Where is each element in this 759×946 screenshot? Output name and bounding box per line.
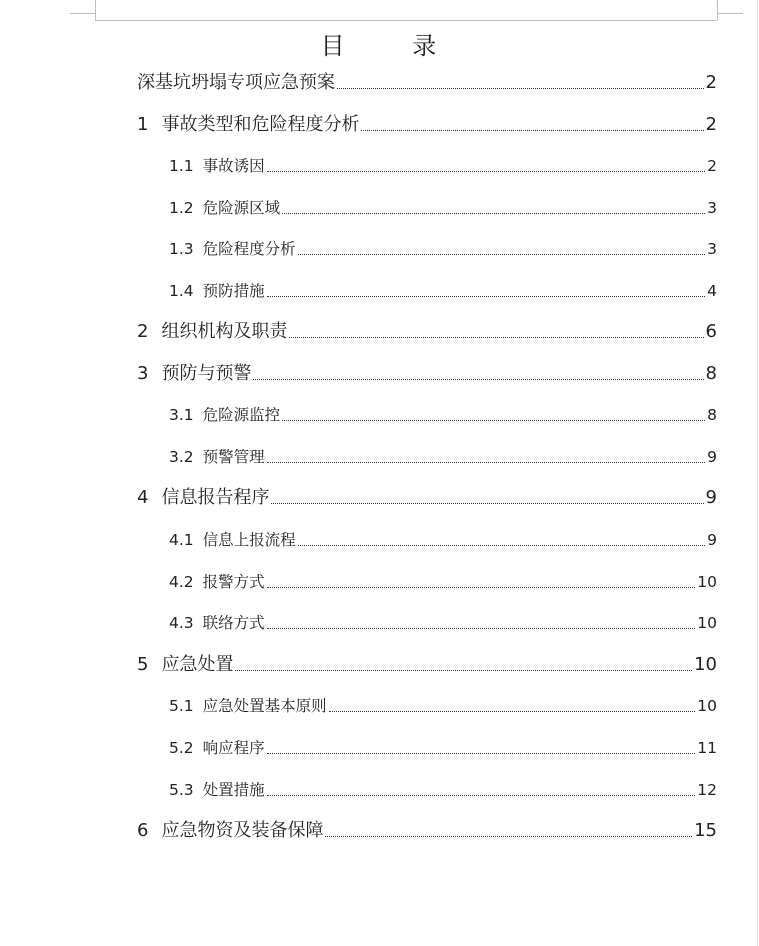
toc-entry[interactable] xyxy=(169,695,717,717)
toc-entry-number: 5.3 xyxy=(169,781,194,799)
toc-dot-leader xyxy=(267,587,696,588)
toc-entry-number: 1.4 xyxy=(169,282,194,300)
toc-page-number: 8 xyxy=(705,363,717,384)
toc-entry-title: 组织机构及职责 xyxy=(161,321,288,342)
toc-entry-title: 事故类型和危险程度分析 xyxy=(161,114,360,135)
toc-dot-leader xyxy=(267,753,696,754)
toc-entry-title: 预防措施 xyxy=(202,282,265,300)
toc-entry[interactable] xyxy=(137,820,717,842)
toc-page-number: 2 xyxy=(705,72,717,93)
toc-entry-number: 3 xyxy=(137,363,149,384)
toc-dot-leader xyxy=(271,503,703,504)
toc-entry-title: 危险源监控 xyxy=(202,406,281,424)
toc-dot-leader xyxy=(253,379,703,380)
toc-entry-number: 1.2 xyxy=(169,199,194,217)
toc-entry-title: 响应程序 xyxy=(202,739,265,757)
toc-page-number: 10 xyxy=(697,573,717,591)
toc-page-number: 2 xyxy=(707,157,717,175)
toc-page-number: 10 xyxy=(697,614,717,632)
toc-entry-title: 深基坑坍塌专项应急预案 xyxy=(137,72,335,93)
toc-dot-leader xyxy=(337,88,704,89)
toc-dot-leader xyxy=(325,836,692,837)
toc-dot-leader xyxy=(298,545,705,546)
toc-page-number: 10 xyxy=(697,697,717,715)
toc-dot-leader xyxy=(282,213,705,214)
toc-page-number: 15 xyxy=(694,820,717,841)
toc-page-number: 2 xyxy=(705,114,717,135)
toc-entry-number: 5.2 xyxy=(169,739,194,757)
toc-entry-title: 应急处置 xyxy=(161,654,234,675)
toc-entry-title: 报警方式 xyxy=(202,573,265,591)
toc-entry-number: 3.2 xyxy=(169,448,194,466)
toc-entry-title: 信息上报流程 xyxy=(202,531,296,549)
toc-entry-number: 5 xyxy=(137,654,149,675)
toc-entry[interactable] xyxy=(137,114,717,136)
toc-entry[interactable] xyxy=(169,446,717,468)
toc-dot-leader xyxy=(282,420,705,421)
toc-entry[interactable] xyxy=(137,72,717,94)
toc-entry-number: 1 xyxy=(137,114,149,135)
toc-entry-title: 危险源区域 xyxy=(202,199,281,217)
toc-dot-leader xyxy=(267,628,696,629)
toc-entry[interactable] xyxy=(169,529,717,551)
toc-dot-leader xyxy=(361,130,703,131)
toc-entry-number: 4.2 xyxy=(169,573,194,591)
toc-dot-leader xyxy=(267,462,705,463)
toc-page-number: 11 xyxy=(697,739,717,757)
toc-entry-number: 5.1 xyxy=(169,697,194,715)
toc-entry[interactable] xyxy=(137,654,717,676)
toc-entry[interactable] xyxy=(137,363,717,385)
toc-page-number: 10 xyxy=(694,654,717,675)
toc-entry-title: 事故诱因 xyxy=(202,157,265,175)
toc-page-number: 3 xyxy=(707,240,717,258)
toc-entry-title: 应急物资及装备保障 xyxy=(161,820,324,841)
toc-page-number: 9 xyxy=(707,531,717,549)
toc-page-number: 9 xyxy=(707,448,717,466)
toc-entry-number: 4.1 xyxy=(169,531,194,549)
toc-dot-leader xyxy=(235,670,692,671)
toc-entry-title: 危险程度分析 xyxy=(202,240,296,258)
toc-entry[interactable] xyxy=(169,155,717,177)
toc-dot-leader xyxy=(298,254,705,255)
toc-entry-title: 信息报告程序 xyxy=(161,487,270,508)
toc-entry[interactable] xyxy=(169,197,717,219)
toc-dot-leader xyxy=(267,296,705,297)
toc-entry[interactable] xyxy=(169,737,717,759)
toc-entry[interactable] xyxy=(137,487,717,509)
toc-entry-title: 预警管理 xyxy=(202,448,265,466)
toc-entry-title: 处置措施 xyxy=(202,781,265,799)
toc-entry-number: 1.3 xyxy=(169,240,194,258)
toc-entry-number: 6 xyxy=(137,820,149,841)
toc-entry-number: 4.3 xyxy=(169,614,194,632)
toc-entry[interactable] xyxy=(169,779,717,801)
toc-entry-number: 1.1 xyxy=(169,157,194,175)
toc-page-number: 6 xyxy=(705,321,717,342)
toc-entry[interactable] xyxy=(169,238,717,260)
toc-entry-title: 预防与预警 xyxy=(161,363,252,384)
toc-dot-leader xyxy=(329,711,696,712)
toc-entry[interactable] xyxy=(169,404,717,426)
toc-entry[interactable] xyxy=(169,571,717,593)
toc-entry-number: 3.1 xyxy=(169,406,194,424)
toc-entry-number: 4 xyxy=(137,487,149,508)
toc-page-number: 9 xyxy=(705,487,717,508)
toc-page-number: 12 xyxy=(697,781,717,799)
toc-entry-title: 联络方式 xyxy=(202,614,265,632)
toc-entry[interactable] xyxy=(169,612,717,634)
toc-dot-leader xyxy=(267,795,696,796)
toc-page-number: 3 xyxy=(707,199,717,217)
toc-page-number: 4 xyxy=(707,282,717,300)
toc-entry[interactable] xyxy=(137,321,717,343)
toc-dot-leader xyxy=(289,337,703,338)
toc-entry[interactable] xyxy=(169,280,717,302)
toc-entry-title: 应急处置基本原则 xyxy=(202,697,327,715)
toc-entry-number: 2 xyxy=(137,321,149,342)
toc-title: 目 录 xyxy=(320,32,467,60)
toc-page-number: 8 xyxy=(707,406,717,424)
toc-dot-leader xyxy=(267,171,705,172)
